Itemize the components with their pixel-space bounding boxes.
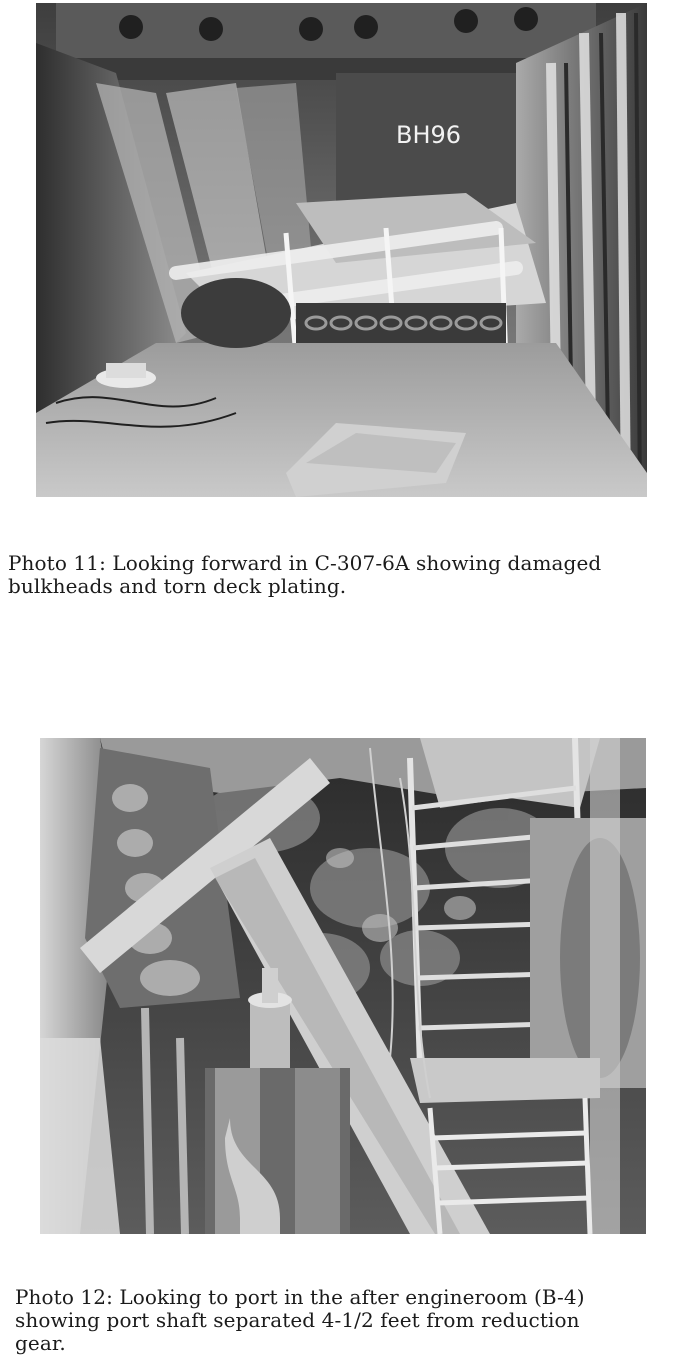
caption-line: gear. — [15, 1331, 66, 1355]
photo-11-caption — [8, 552, 684, 598]
stencil-marking: BH96 — [396, 121, 462, 149]
photo-12-caption — [15, 1286, 675, 1355]
caption-line: showing port shaft separated 4-1/2 feet from reduction — [15, 1308, 580, 1332]
photo-11-compartment-damage — [36, 3, 647, 497]
photo-12-engineroom — [40, 738, 646, 1234]
photo-12-image — [40, 738, 646, 1234]
photo-11-image — [36, 3, 647, 497]
caption-line: bulkheads and torn deck plating. — [8, 574, 347, 598]
caption-line: Photo 12: Looking to port in the after engineroom (B-4) — [15, 1285, 585, 1309]
caption-line: Photo 11: Looking forward in C-307-6A showing damaged — [8, 551, 602, 575]
